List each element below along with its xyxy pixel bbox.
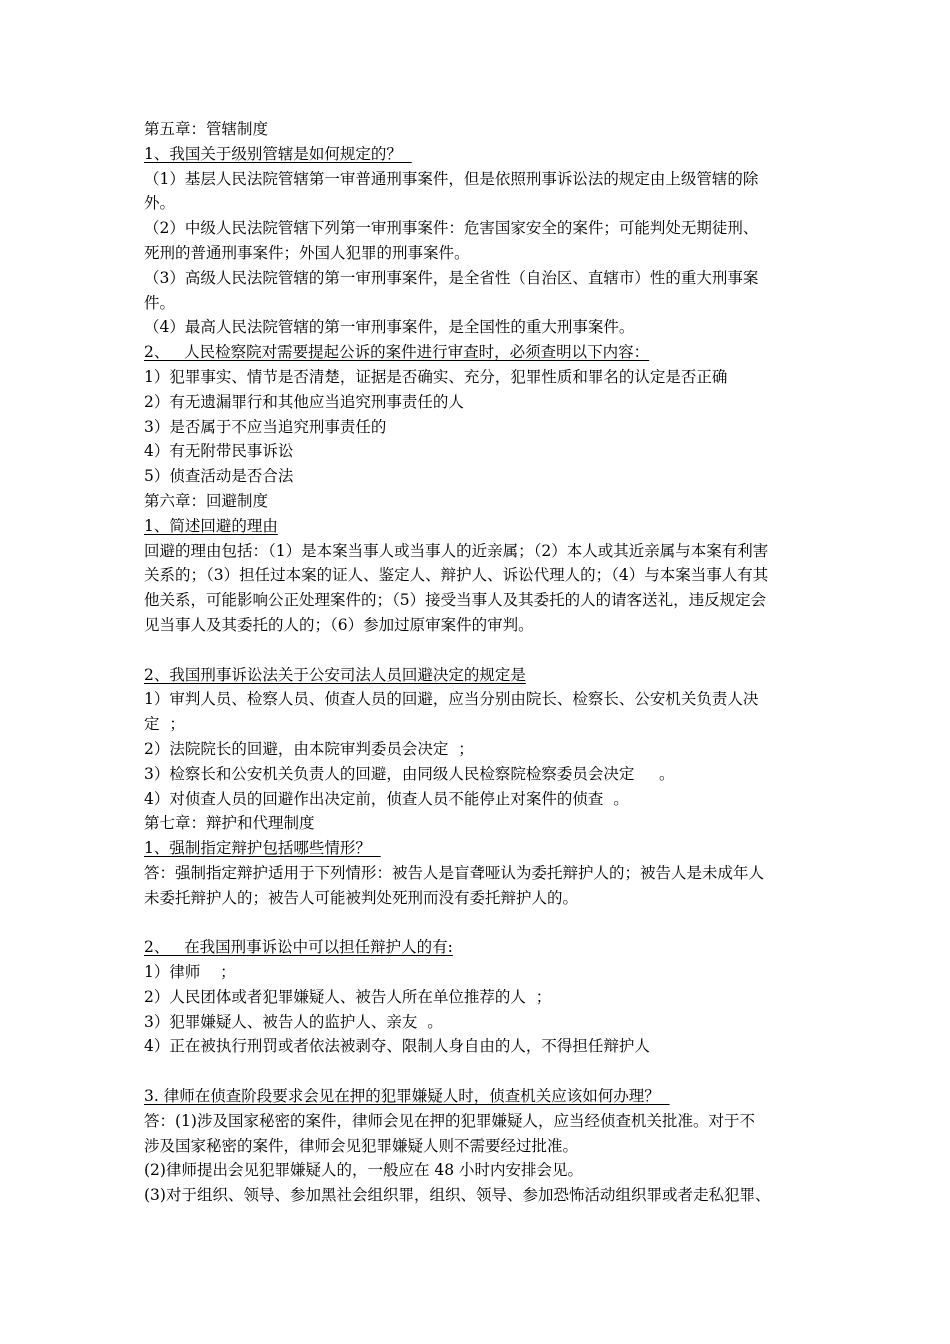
body-text-line: 4）对侦查人员的回避作出决定前，侦查人员不能停止对案件的侦查 。 [144, 789, 629, 808]
question-heading: 1、简述回避的理由 [144, 516, 278, 535]
blank-line [144, 1059, 814, 1084]
body-text-line: 涉及国家秘密的案件，律师会见犯罪嫌疑人则不需要经过批准。 [144, 1136, 579, 1155]
body-text-line: 4）正在被执行刑罚或者依法被剥夺、限制人身自由的人，不得担任辩护人 [144, 1037, 650, 1056]
body-text-line: 5）侦查活动是否合法 [144, 467, 294, 486]
question-heading: 2、 在我国刑事诉讼中可以担任辩护人的有: [144, 938, 453, 957]
body-text-line: 3）犯罪嫌疑人、被告人的监护人、亲友 。 [144, 1012, 443, 1031]
body-text-line: 第五章：管辖制度 [144, 120, 269, 138]
body-text-line: 件。 [144, 293, 176, 312]
body-text-line: 定 ； [144, 715, 185, 734]
body-text-line: 3）是否属于不应当追究刑事责任的 [144, 417, 387, 436]
body-text-line: （2）中级人民法院管辖下列第一审刑事案件：危害国家安全的案件；可能判处无期徒刑、 [144, 219, 759, 238]
body-text-line: （1）基层人民法院管辖第一审普通刑事案件，但是依照刑事诉讼法的规定由上级管辖的除 [144, 169, 759, 188]
body-text-line: 见当事人及其委托的人的；（6）参加过原审案件的审判。 [144, 615, 534, 634]
body-text-line: （3）高级人民法院管辖的第一审刑事案件，是全省性（自治区、直辖市）性的重大刑事案 [144, 268, 759, 287]
body-text-line: 1）审判人员、检察人员、侦查人员的回避，应当分别由院长、检察长、公安机关负责人决 [144, 690, 759, 709]
body-text-line: 回避的理由包括：（1）是本案当事人或当事人的近亲属；（2）本人或其近亲属与本案有利害 [144, 541, 769, 560]
body-text-line: 答：强制指定辩护适用于下列情形：被告人是盲聋哑认为委托辩护人的；被告人是未成年人 [144, 863, 765, 882]
body-text-line: 1）犯罪事实、情节是否清楚，证据是否确实、充分，犯罪性质和罪名的认定是否正确 [144, 367, 728, 386]
body-text-line: 关系的；（3）担任过本案的证人、鉴定人、辩护人、诉讼代理人的；（4）与本案当事人有其 [144, 566, 769, 585]
body-text-line: 2）有无遗漏罪行和其他应当追究刑事责任的人 [144, 392, 464, 411]
question-heading: 1、强制指定辩护包括哪些情形？ [144, 839, 381, 858]
document-page [144, 117, 814, 1208]
body-text-line: 他关系，可能影响公正处理案件的；（5）接受当事人及其委托的人的请客送礼，违反规定会 [144, 591, 767, 610]
body-text-line: 第七章：辩护和代理制度 [144, 814, 315, 833]
body-text-line: 4）有无附带民事诉讼 [144, 442, 294, 461]
body-text-line: 未委托辩护人的；被告人可能被判处死刑而没有委托辩护人的。 [144, 888, 579, 907]
body-text-line: 答：(1)涉及国家秘密的案件，律师会见在押的犯罪嫌疑人，应当经侦查机关批准。对于不 [144, 1111, 755, 1130]
body-text-line: 第六章：回避制度 [144, 491, 269, 510]
blank-line [144, 911, 814, 936]
body-text-line: 2）法院院长的回避，由本院审判委员会决定 ； [144, 739, 474, 758]
body-text-line: 外。 [144, 194, 176, 213]
body-text-line: 2）人民团体或者犯罪嫌疑人、被告人所在单位推荐的人 ； [144, 987, 552, 1006]
body-text-line: 1）律师 ； [144, 963, 236, 982]
question-heading: 2、我国刑事诉讼法关于公安司法人员回避决定的规定是 [144, 665, 526, 684]
body-text-line: (2)律师提出会见犯罪嫌疑人的，一般应在 48 小时内安排会见。 [144, 1161, 584, 1180]
question-heading: 3. 律师在侦查阶段要求会见在押的犯罪嫌疑人时，侦查机关应该如何办理？ [144, 1087, 670, 1106]
body-text-line: 3）检察长和公安机关负责人的回避，由同级人民检察院检察委员会决定 。 [144, 764, 675, 783]
body-text-line: (3)对于组织、领导、参加黑社会组织罪，组织、领导、参加恐怖活动组织罪或者走私犯罪、 [144, 1186, 771, 1205]
question-heading: 2、 人民检察院对需要提起公诉的案件进行审查时，必须查明以下内容： [144, 343, 650, 362]
question-heading: 1、我国关于级别管辖是如何规定的？ [144, 144, 412, 163]
body-text-line: （4）最高人民法院管辖的第一审刑事案件，是全国性的重大刑事案件。 [144, 318, 635, 337]
blank-line [144, 638, 814, 663]
body-text-line: 死刑的普通刑事案件；外国人犯罪的刑事案件。 [144, 243, 470, 262]
